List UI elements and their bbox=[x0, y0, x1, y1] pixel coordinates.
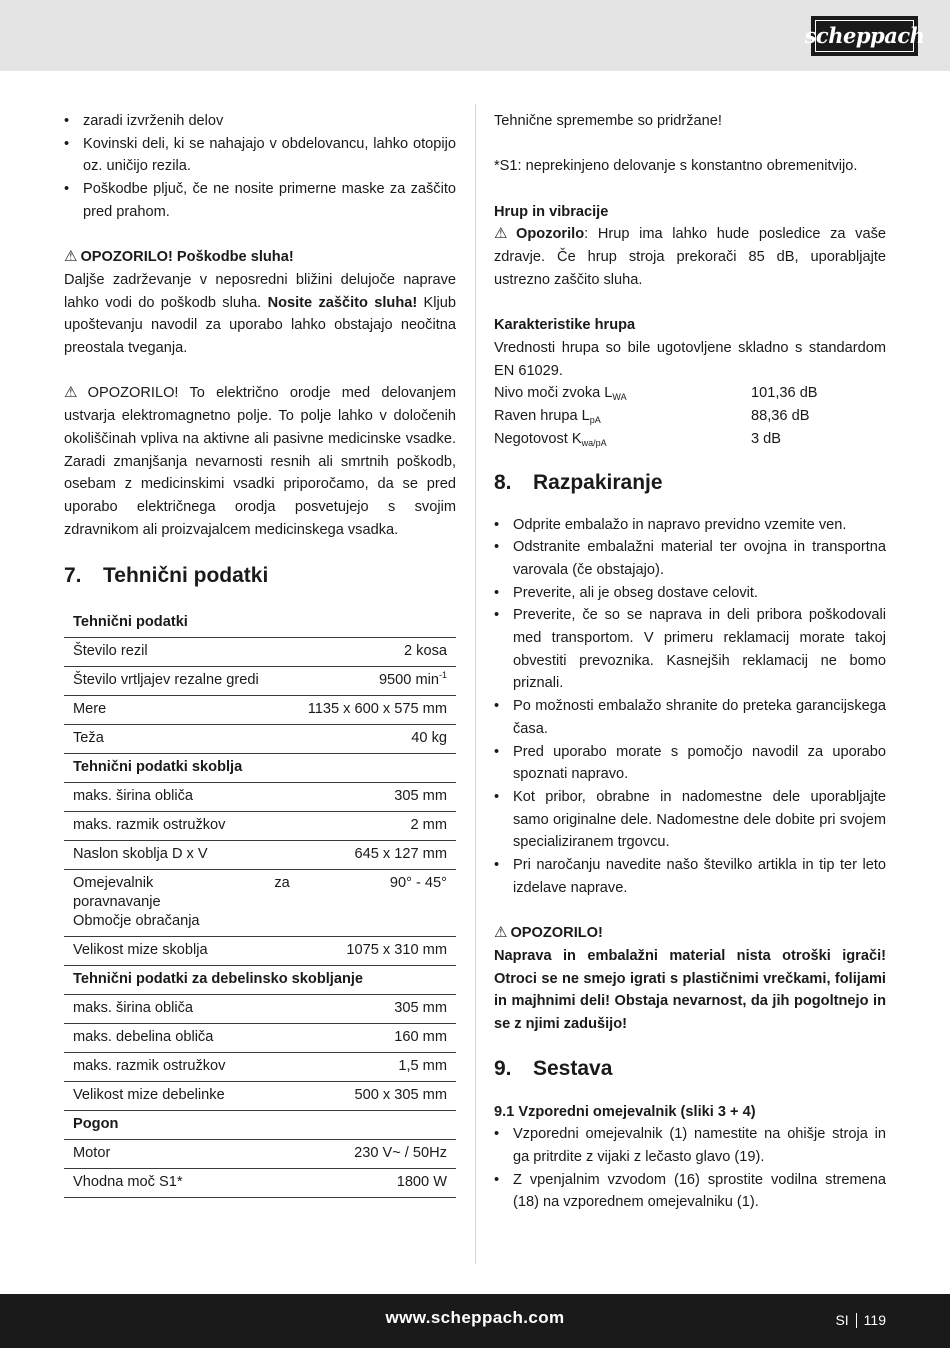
assembly-list bbox=[494, 1123, 886, 1214]
s1-note: *S1: neprekinjeno delovanje s konstantno obremenitvijo. bbox=[494, 158, 858, 175]
list-item: • Preverite, ali je obseg dostave celovit. bbox=[494, 582, 886, 605]
list-item: • Odprite embalažo in napravo previdno vzemite ven. bbox=[494, 514, 886, 537]
table-row: Omejevalnik za poravnavanje Območje obračanja 90° - 45° bbox=[64, 870, 456, 937]
table-row: Motor 230 V~ / 50Hz bbox=[64, 1140, 456, 1169]
list-item: • Pri naročanju navedite našo številko artikla in tip ter leto izdelave naprave. bbox=[494, 854, 886, 899]
table-row: Tehnični podatki za debelinsko skobljanje bbox=[64, 966, 456, 995]
list-item: • Odstranite embalažni material ter ovojna in transportna varovala (če obstajajo). bbox=[494, 536, 886, 581]
warning-triangle-icon: ⚠ bbox=[64, 384, 85, 402]
list-item: • zaradi izvrženih delov bbox=[64, 110, 456, 133]
unpack-list bbox=[494, 514, 886, 900]
table-row: maks. razmik ostružkov 2 mm bbox=[64, 812, 456, 841]
hearing-warning bbox=[64, 246, 456, 360]
list-item: • Po možnosti embalažo shranite do preteka garancijskega časa. bbox=[494, 695, 886, 740]
section-heading-7: 7. Tehnični podatki bbox=[64, 564, 269, 588]
table-row: Vhodna moč S1* 1800 W bbox=[64, 1169, 456, 1198]
list-item: • Preverite, če so se naprava in deli pribora poškodovali med transportom. V primeru reklamacij morate takoj obvestiti prevoznika. Kasnejših reklamacij ne bomo priznali. bbox=[494, 604, 886, 695]
warning-triangle-icon: ⚠ bbox=[64, 248, 78, 266]
warning-text: Daljše zadrževanje v neposredni bližini delujoče naprave lahko vodi do poškodb sluha. bbox=[64, 271, 456, 311]
column-divider bbox=[475, 104, 476, 1264]
table-row: Pogon bbox=[64, 1111, 456, 1140]
warning-text: To električno orodje med delovanjem ustvarja elektromagnetno polje. To polje lahko v določenih okoliščinah vpliva na aktivne ali pasivne medicinske vsadke. Zaradi zmanjšanja nevarnosti resnih ali smrtnih poškodb, osebam z medicinskimi vsadki priporočamo, da se pred uporabo električnega orodja posvetujejo s svojim zdravnikom ali proizvajalcem medicinskega vsadka. bbox=[64, 385, 456, 538]
warning-text: Naprava in embalažni material nista otroški igrači! Otroci se ne smejo igrati s plastičnimi vrečkami, folijami in majhnimi deli! Obstaja nevarnost, da jih pogoltnejo in se z njimi zadušijo! bbox=[494, 947, 886, 1032]
language-code: SI bbox=[835, 1312, 849, 1328]
emf-warning bbox=[64, 382, 456, 541]
warning-triangle-icon: ⚠ bbox=[494, 225, 514, 243]
table-row: Naslon skoblja D x V 645 x 127 mm bbox=[64, 841, 456, 870]
list-item: • Vzporedni omejevalnik (1) namestite na ohišje stroja in ga pritrdite z vijaki z lečasto glavo (19). bbox=[494, 1123, 886, 1168]
page-number bbox=[835, 1309, 886, 1332]
noise-char-heading: Karakteristike hrupa bbox=[494, 317, 636, 334]
noise-row: Raven hrupa $L_{pA}$ 88,36 dB bbox=[494, 408, 810, 426]
noise-warning: ⚠ Opozorilo: Hrup ima lahko hude posledice za vaše zdravje. Če hrup stroja prekorači 85 dB, uporabljajte ustrezno zaščito sluha. bbox=[494, 225, 886, 288]
logo-text: scheppach bbox=[804, 22, 925, 48]
spec-table bbox=[64, 609, 456, 1198]
noise-char-text: Vrednosti hrupa so bile ugotovljene skladno s standardom EN 61029. bbox=[494, 339, 886, 379]
table-row: Tehnični podatki bbox=[64, 609, 456, 638]
list-item: • Kovinski deli, ki se nahajajo v obdelovancu, lahko otopijo oz. uničijo rezila. bbox=[64, 133, 456, 178]
table-row: Velikost mize debelinke 500 x 305 mm bbox=[64, 1082, 456, 1111]
table-row: Število rezil 2 kosa bbox=[64, 638, 456, 667]
changes-note: Tehnične spremembe so pridržane! bbox=[494, 113, 722, 129]
noise-row: Nivo moči zvoka $L_{WA}$ 101,36 dB bbox=[494, 385, 818, 403]
table-row: maks. širina obliča 305 mm bbox=[64, 995, 456, 1024]
section-heading-8: 8. Razpakiranje bbox=[494, 470, 663, 494]
children-warning: ⚠ OPOZORILO! Naprava in embalažni material nista otroški igrači! Otroci se ne smejo igrati s plastičnimi vrečkami, folijami in majhnimi deli! Obstaja nevarnost, da jih pogoltnejo in se z njimi zadušijo! bbox=[494, 922, 886, 1036]
page-num: 119 bbox=[863, 1312, 886, 1328]
warning-title: OPOZORILO! Poškodbe sluha! bbox=[80, 249, 294, 266]
noise-heading: Hrup in vibracije bbox=[494, 203, 609, 220]
left-column bbox=[64, 110, 456, 1198]
table-row: Teža 40 kg bbox=[64, 725, 456, 754]
noise-row: Negotovost $K_{wa/pA}$ 3 dB bbox=[494, 430, 782, 448]
warning-label: OPOZORILO! bbox=[87, 385, 179, 402]
right-column bbox=[494, 110, 886, 1214]
list-item: • Poškodbe pljuč, če ne nosite primerne maske za zaščito pred prahom. bbox=[64, 178, 456, 223]
warning-emphasis: Nosite zaščito sluha! bbox=[267, 294, 418, 311]
footer-url-link[interactable]: www.scheppach.com bbox=[385, 1308, 565, 1327]
scheppach-logo bbox=[804, 16, 925, 56]
table-row: maks. širina obliča 305 mm bbox=[64, 783, 456, 812]
list-item: • Pred uporabo morate s pomočjo navodil za uporabo spoznati napravo. bbox=[494, 741, 886, 786]
table-row: Velikost mize skoblja 1075 x 310 mm bbox=[64, 937, 456, 966]
table-row: maks. debelina obliča 160 mm bbox=[64, 1024, 456, 1053]
table-row: Število vrtljajev rezalne gredi 9500 $\min^{-1}$ bbox=[64, 667, 456, 696]
list-item: • Z vpenjalnim vzvodom (16) sprostite vodilna stremena (18) na vzporednem omejevalniku (1). bbox=[494, 1169, 886, 1214]
section-heading-9: 9. Sestava bbox=[494, 1056, 613, 1080]
list-item: • Kot pribor, obrabne in nadomestne dele uporabljajte samo originalne dele. Nadomestne dele dobite pri svojem specializiranem trgovcu. bbox=[494, 786, 886, 854]
table-row: Mere 1135 x 600 x 575 mm bbox=[64, 696, 456, 725]
warning-text: Kljub upoštevanju navodil za uporabo lahko obstajajo neočitna preostala tveganja. bbox=[64, 294, 456, 357]
separator bbox=[856, 1313, 857, 1328]
warning-triangle-icon: ⚠ bbox=[494, 924, 508, 942]
table-row: Tehnični podatki skoblja bbox=[64, 754, 456, 783]
hazard-list bbox=[64, 110, 456, 224]
subsection-heading: 9.1 Vzporedni omejevalnik (sliki 3 + 4) bbox=[494, 1103, 756, 1120]
table-row: maks. razmik ostružkov 1,5 mm bbox=[64, 1053, 456, 1082]
